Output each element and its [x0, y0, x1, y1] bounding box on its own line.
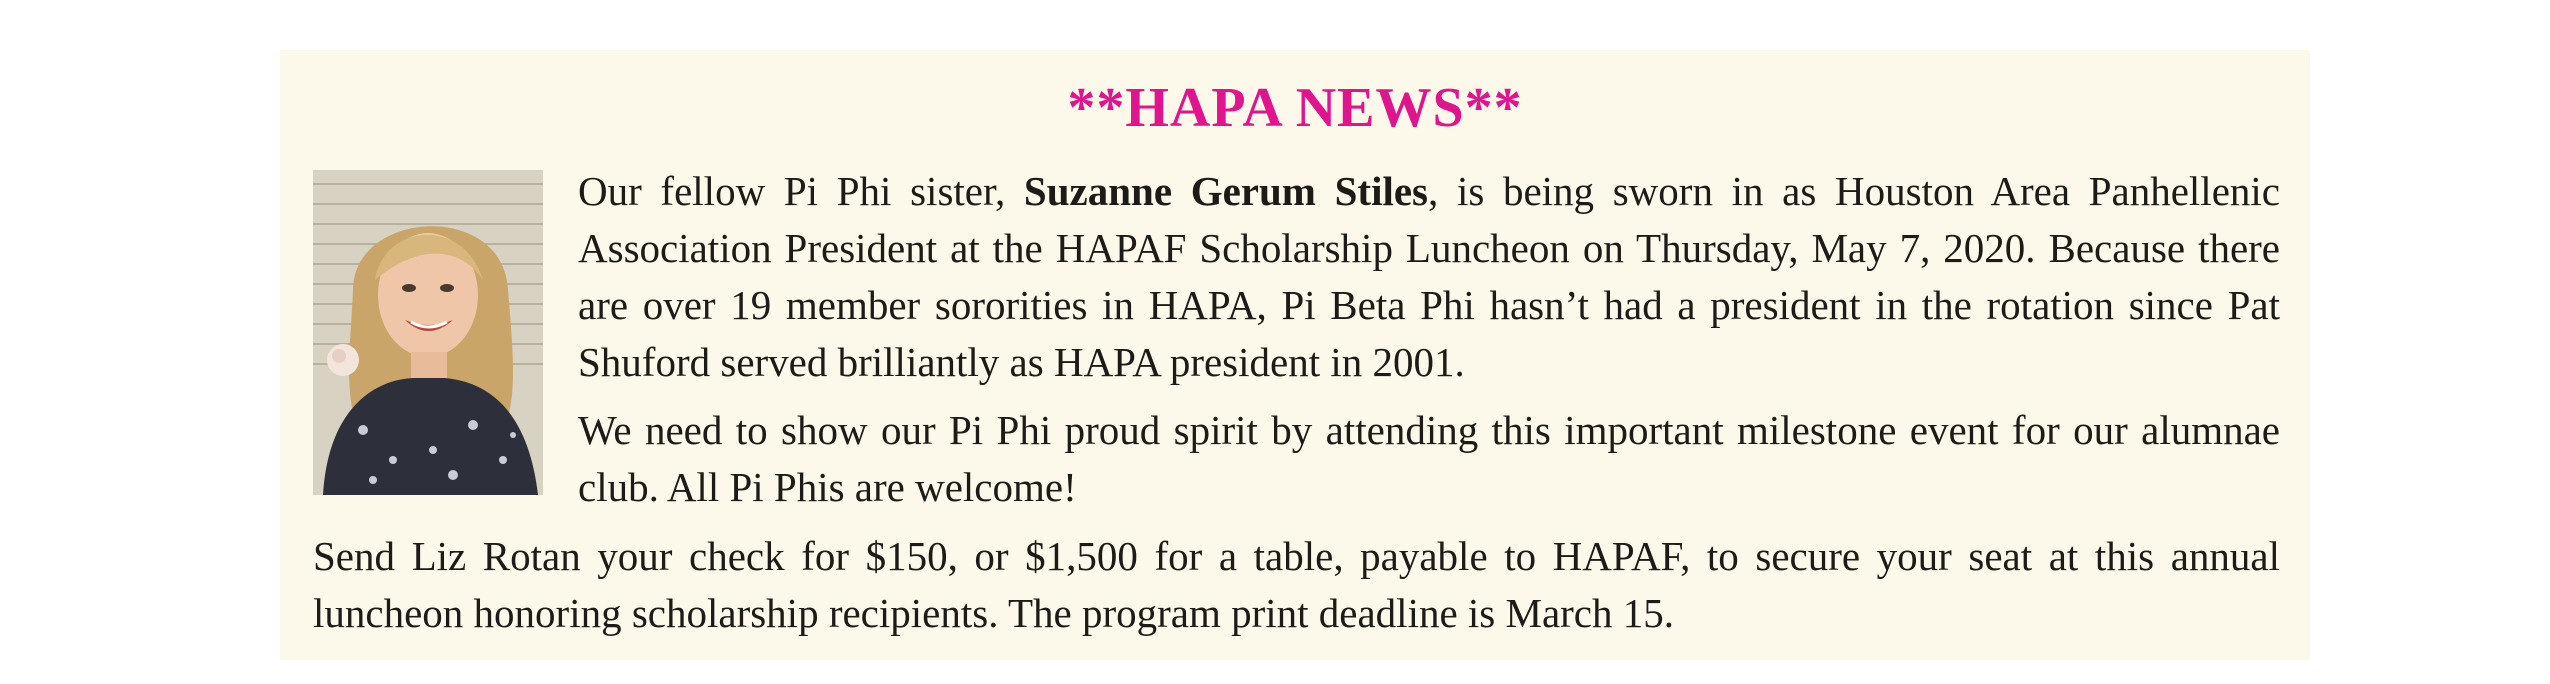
payment-paragraph: Send Liz Rotan your check for $150, or $1,500 for a table, payable to HAPAF, to secure your seat at this annual luncheon honoring scholarship recipients. The program print deadline is March 15. — [313, 533, 2280, 636]
portrait-photo-image — [313, 170, 543, 495]
hapa-news-box — [280, 50, 2310, 660]
paragraph1-intro-text: Our fellow Pi Phi sister, — [578, 168, 1024, 214]
paragraph1-body-text: , is being sworn in as Houston Area Panhellenic Association President at the HAPAF Scholarship Luncheon on Thursday, May 7, 2020. Because there are over 19 member sororities in HAPA, Pi Beta Phi hasn’t had a president in the rotation since Pat Shuford served brilliantly as HAPA president in 2001. — [578, 168, 2280, 385]
attendance-paragraph: We need to show our Pi Phi proud spirit by attending this important milestone event for our alumnae club. All Pi Phis are welcome! — [578, 407, 2280, 510]
announcement-paragraph — [578, 163, 2280, 391]
president-name: Suzanne Gerum Stiles — [1023, 168, 1429, 214]
portrait-photo — [313, 170, 543, 495]
news-title: **HAPA NEWS** — [1067, 77, 1523, 139]
